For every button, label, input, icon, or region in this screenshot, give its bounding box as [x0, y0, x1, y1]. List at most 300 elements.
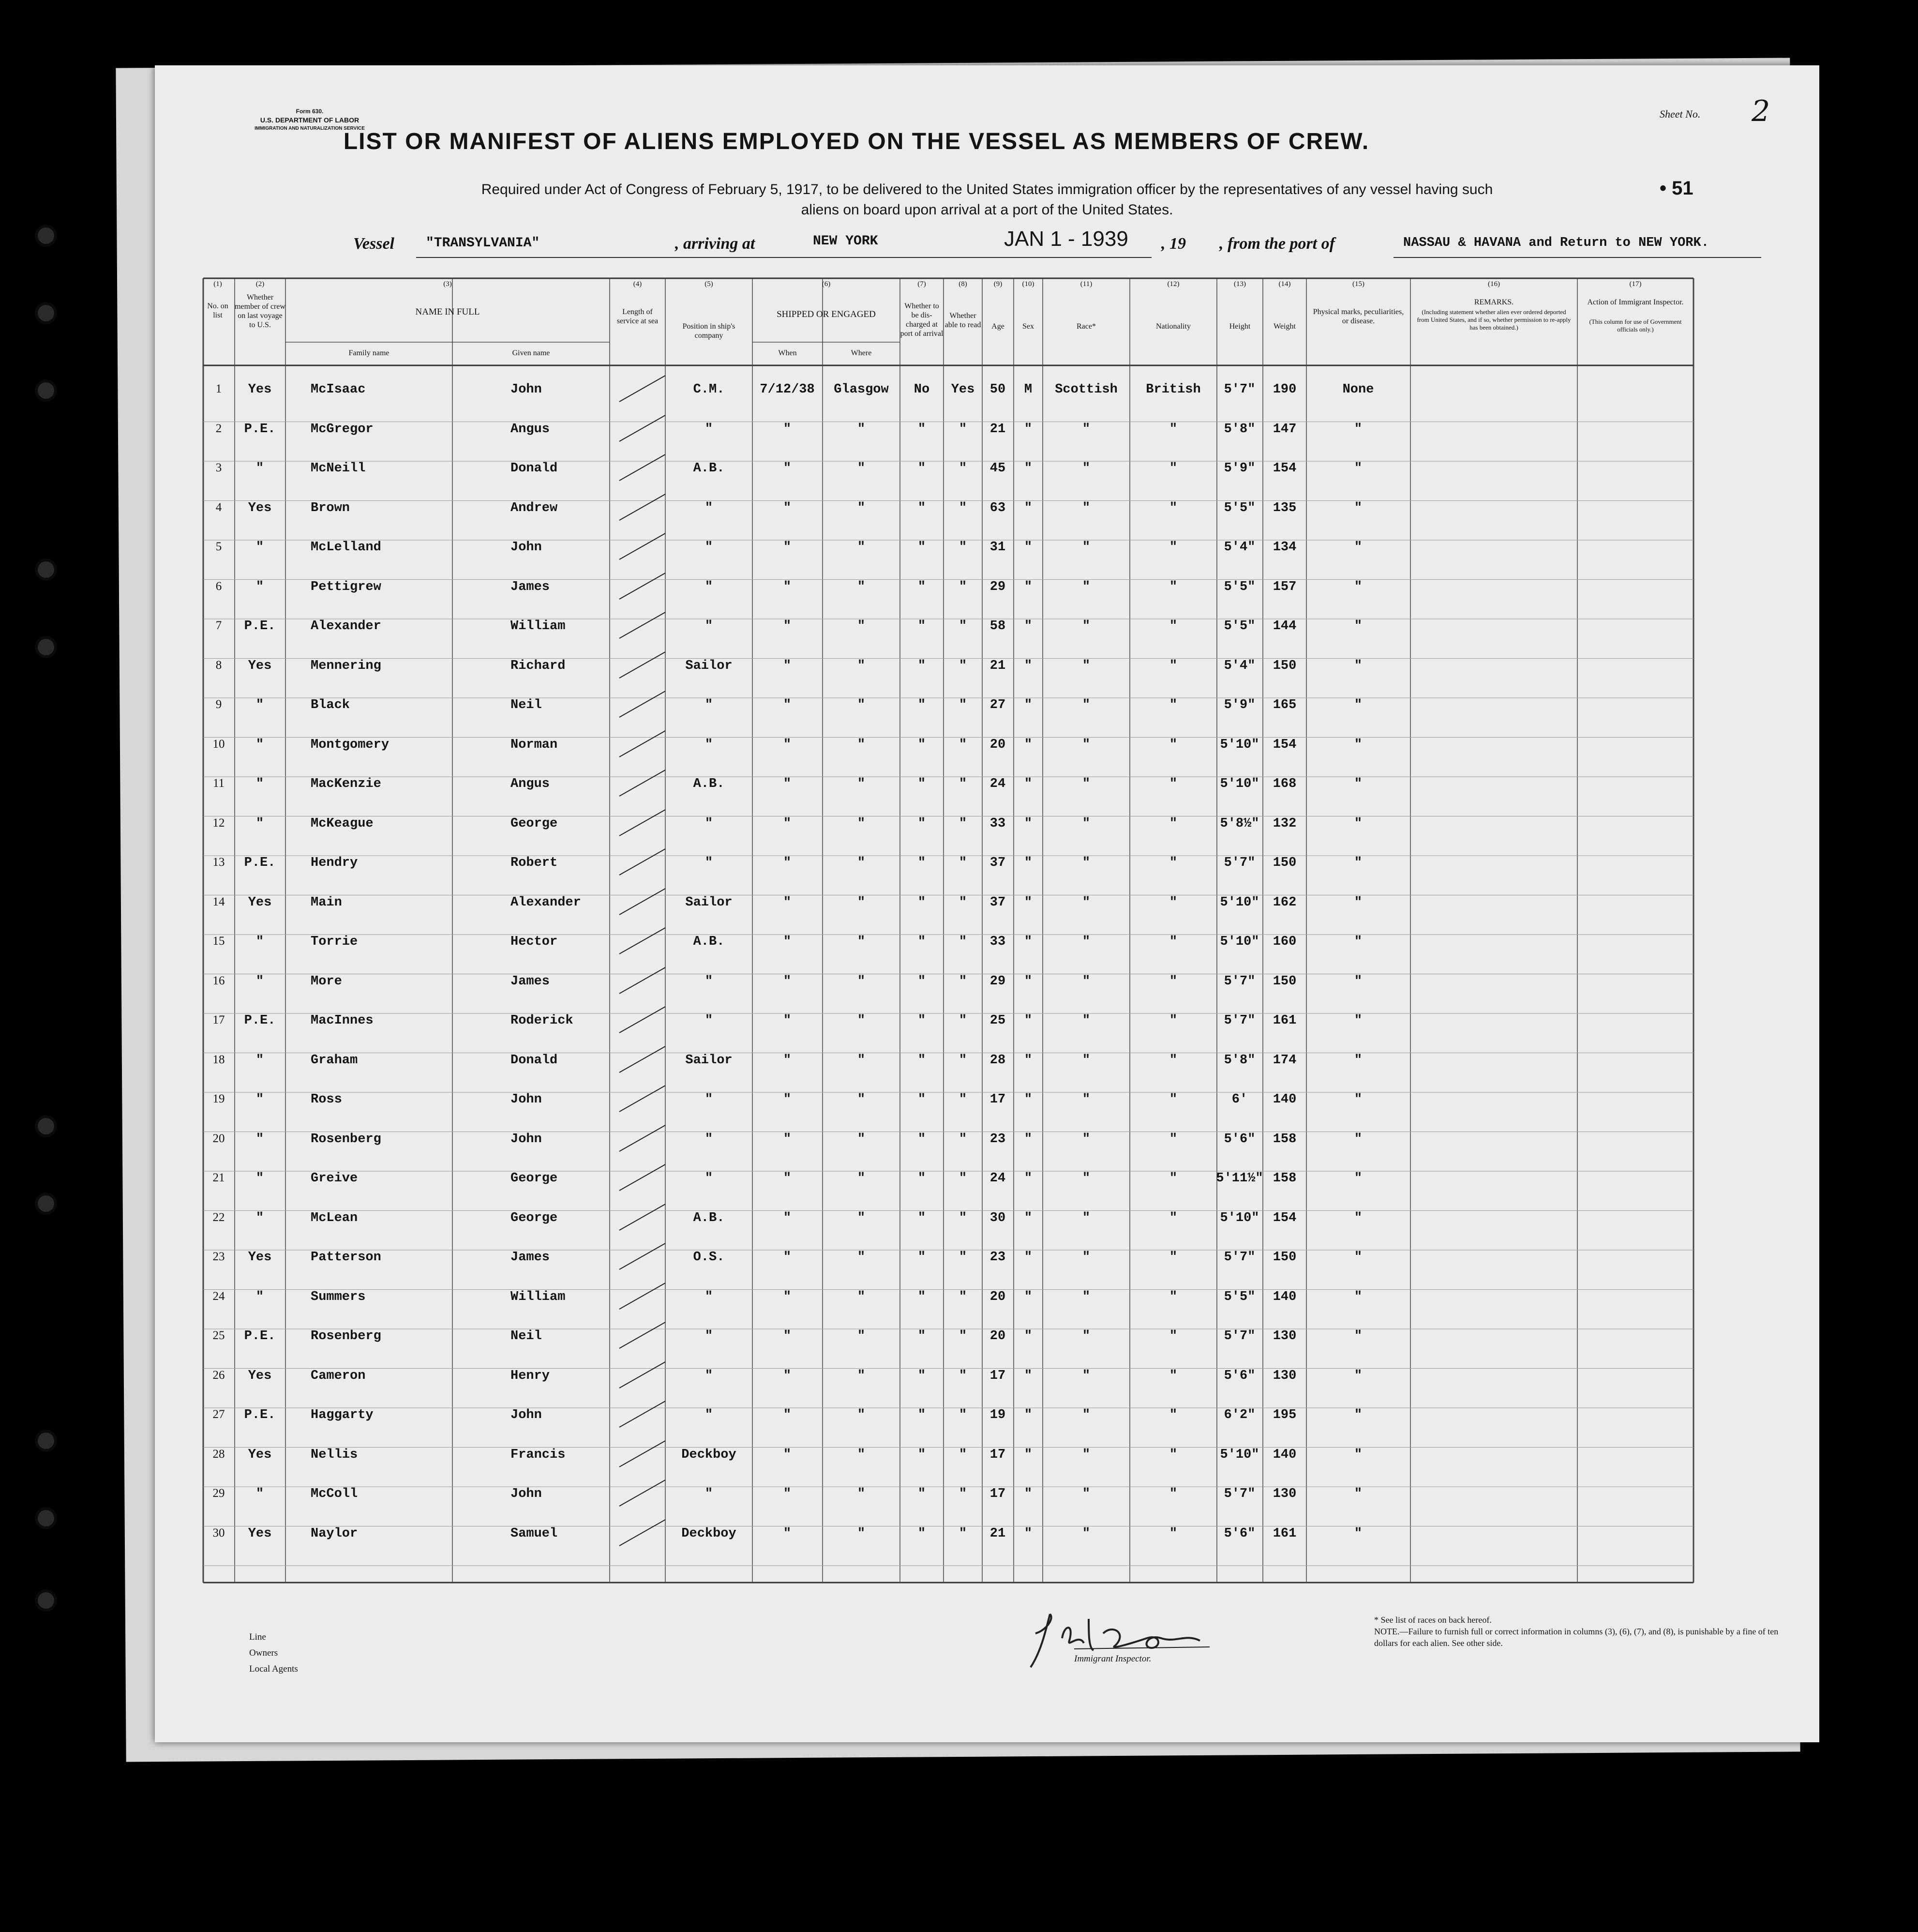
- cell-pos: Deckboy: [681, 1447, 736, 1462]
- cell-marks: ": [1354, 1092, 1363, 1107]
- cell-given: John: [510, 1092, 542, 1107]
- cell-no: 26: [212, 1368, 225, 1382]
- cell-race: ": [1082, 1053, 1091, 1068]
- cell-marks: ": [1354, 1447, 1363, 1462]
- cell-read: ": [959, 658, 967, 673]
- binder-hole: [38, 639, 54, 655]
- cell-when: ": [783, 1408, 792, 1422]
- cell-where: ": [857, 540, 866, 555]
- cell-when: ": [783, 935, 792, 949]
- cell-sex: ": [1024, 1092, 1033, 1107]
- cell-no: 25: [212, 1329, 225, 1342]
- cell-sex: ": [1024, 895, 1033, 910]
- cell-pos: Sailor: [685, 895, 733, 910]
- underline: [1394, 257, 1761, 258]
- cell-when: ": [783, 1487, 792, 1501]
- cell-prev: Yes: [248, 382, 272, 397]
- cell-no: 12: [212, 816, 225, 830]
- col-11-header: Race*: [1077, 322, 1096, 331]
- service-slash-mark: [617, 727, 670, 761]
- cell-race: ": [1082, 619, 1091, 634]
- cell-where: ": [857, 974, 866, 989]
- cell-marks: ": [1354, 777, 1363, 791]
- cell-marks: ": [1354, 1289, 1363, 1304]
- cell-prev: ": [255, 737, 264, 752]
- cell-when: ": [783, 1053, 792, 1068]
- cell-read: ": [959, 1171, 967, 1186]
- cell-where: ": [857, 737, 866, 752]
- binder-hole: [38, 1433, 54, 1449]
- service-slash-mark: [617, 569, 670, 603]
- from-label: , from the port of: [1219, 235, 1335, 253]
- cell-read: ": [959, 579, 967, 594]
- cell-marks: ": [1354, 1408, 1363, 1422]
- cell-nat: ": [1169, 895, 1178, 910]
- cell-age: 29: [989, 974, 1006, 989]
- cell-height: 5'7": [1224, 1329, 1256, 1343]
- cell-prev: P.E.: [244, 619, 276, 634]
- cell-age: 21: [989, 1526, 1006, 1541]
- cell-family: McIsaac: [311, 382, 366, 397]
- cell-family: Greive: [311, 1171, 358, 1186]
- cell-pos: ": [704, 1329, 713, 1343]
- cell-marks: ": [1354, 1171, 1363, 1186]
- cell-given: Donald: [510, 461, 558, 476]
- cell-age: 17: [989, 1368, 1006, 1383]
- cell-sex: M: [1024, 382, 1033, 397]
- cell-age: 33: [989, 816, 1006, 831]
- cell-pos: ": [704, 698, 713, 712]
- cell-pos: ": [704, 579, 713, 594]
- cell-when: ": [783, 974, 792, 989]
- service-slash-mark: [617, 845, 670, 879]
- cell-weight: 140: [1273, 1447, 1297, 1462]
- cell-pos: ": [704, 540, 713, 555]
- service-slash-mark: [617, 1358, 670, 1392]
- cell-disch: ": [917, 1053, 926, 1068]
- cell-given: Francis: [510, 1447, 566, 1462]
- cell-disch: ": [917, 1250, 926, 1265]
- cell-when: ": [783, 777, 792, 791]
- cell-read: ": [959, 895, 967, 910]
- cell-given: William: [510, 619, 566, 634]
- col-16-header: REMARKS.: [1474, 298, 1514, 306]
- cell-age: 33: [989, 935, 1006, 949]
- cell-weight: 150: [1273, 1250, 1297, 1265]
- cell-pos: Sailor: [685, 1053, 733, 1068]
- cell-marks: ": [1354, 1487, 1363, 1501]
- cell-pos: ": [704, 500, 713, 515]
- service-slash-mark: [617, 1121, 670, 1155]
- col-10-number: (10): [1022, 280, 1034, 288]
- cell-prev: ": [255, 1289, 264, 1304]
- cell-where: ": [857, 1250, 866, 1265]
- cell-given: John: [510, 1487, 542, 1501]
- cell-given: William: [510, 1289, 566, 1304]
- cell-race: ": [1082, 737, 1091, 752]
- cell-marks: ": [1354, 1329, 1363, 1343]
- cell-read: ": [959, 737, 967, 752]
- cell-sex: ": [1024, 1487, 1033, 1501]
- cell-given: John: [510, 382, 542, 397]
- cell-given: John: [510, 540, 542, 555]
- col-14-header: Weight: [1274, 322, 1296, 331]
- cell-sex: ": [1024, 816, 1033, 831]
- vessel-line: [155, 227, 1819, 259]
- cell-family: Patterson: [311, 1250, 381, 1265]
- cell-age: 21: [989, 422, 1006, 437]
- cell-no: 14: [212, 895, 225, 908]
- cell-read: ": [959, 461, 967, 476]
- cell-sex: ": [1024, 1289, 1033, 1304]
- cell-when: ": [783, 1250, 792, 1265]
- cell-prev: Yes: [248, 500, 272, 515]
- cell-pos: A.B.: [693, 935, 725, 949]
- col-2-header: Whether member of crew on last voyage to U.S.: [235, 293, 285, 329]
- col-8-number: (8): [959, 280, 967, 288]
- footnote: [1374, 1614, 1785, 1649]
- cell-read: ": [959, 1289, 967, 1304]
- cell-age: 27: [989, 698, 1006, 712]
- cell-prev: ": [255, 1171, 264, 1186]
- cell-pos: ": [704, 422, 713, 437]
- cell-family: McKeague: [311, 816, 374, 831]
- cell-no: 10: [212, 737, 225, 751]
- cell-nat: ": [1169, 422, 1178, 437]
- cell-where: ": [857, 619, 866, 634]
- cell-disch: ": [917, 1289, 926, 1304]
- cell-nat: ": [1169, 1487, 1178, 1501]
- cell-disch: ": [917, 1487, 926, 1501]
- cell-age: 30: [989, 1210, 1006, 1225]
- cell-given: Angus: [510, 777, 550, 791]
- col-6b-header: Where: [851, 349, 872, 357]
- cell-when: ": [783, 1447, 792, 1462]
- cell-height: 5'5": [1224, 579, 1256, 594]
- cell-nat: ": [1169, 1526, 1178, 1541]
- cell-where: ": [857, 1526, 866, 1541]
- cell-family: Rosenberg: [311, 1329, 381, 1343]
- cell-when: ": [783, 1289, 792, 1304]
- cell-disch: ": [917, 579, 926, 594]
- cell-weight: 168: [1273, 777, 1297, 791]
- cell-sex: ": [1024, 856, 1033, 870]
- binder-hole: [38, 1118, 54, 1134]
- cell-nat: ": [1169, 698, 1178, 712]
- cell-height: 5'5": [1224, 619, 1256, 634]
- cell-no: 28: [212, 1447, 225, 1461]
- cell-where: ": [857, 816, 866, 831]
- cell-marks: ": [1354, 422, 1363, 437]
- cell-read: ": [959, 1210, 967, 1225]
- cell-prev: ": [255, 816, 264, 831]
- cell-sex: ": [1024, 461, 1033, 476]
- cell-given: Andrew: [510, 500, 558, 515]
- cell-read: ": [959, 856, 967, 870]
- col-7-number: (7): [917, 280, 926, 288]
- cell-pos: ": [704, 1171, 713, 1186]
- service-slash-mark: [617, 1397, 670, 1431]
- cell-race: ": [1082, 1013, 1091, 1028]
- cell-sex: ": [1024, 1408, 1033, 1422]
- cell-nat: ": [1169, 540, 1178, 555]
- cell-given: Neil: [510, 1329, 542, 1343]
- cell-weight: 154: [1273, 1210, 1297, 1225]
- cell-race: ": [1082, 500, 1091, 515]
- cell-read: ": [959, 1250, 967, 1265]
- binder-hole: [38, 1592, 54, 1609]
- cell-prev: Yes: [248, 1250, 272, 1265]
- binder-hole: [38, 382, 54, 399]
- cell-age: 19: [989, 1408, 1006, 1422]
- col-3-header: NAME IN FULL: [415, 307, 480, 317]
- page-title: LIST OR MANIFEST OF ALIENS EMPLOYED ON THE VESSEL AS MEMBERS OF CREW.: [343, 129, 1370, 154]
- cell-race: ": [1082, 658, 1091, 673]
- service-slash-mark: [617, 1239, 670, 1273]
- owners-label: Owners: [249, 1648, 278, 1658]
- cell-nat: ": [1169, 658, 1178, 673]
- cell-where: ": [857, 1171, 866, 1186]
- cell-race: ": [1082, 1447, 1091, 1462]
- cell-weight: 132: [1273, 816, 1297, 831]
- cell-age: 25: [989, 1013, 1006, 1028]
- cell-height: 5'5": [1224, 500, 1256, 515]
- service-slash-mark: [617, 372, 670, 406]
- binder-hole: [38, 561, 54, 578]
- cell-height: 6': [1231, 1092, 1248, 1107]
- cell-weight: 154: [1273, 737, 1297, 752]
- cell-marks: ": [1354, 1210, 1363, 1225]
- cell-height: 5'9": [1224, 461, 1256, 476]
- cell-height: 5'5": [1224, 1289, 1256, 1304]
- cell-sex: ": [1024, 540, 1033, 555]
- col-6-header: SHIPPED OR ENGAGED: [777, 309, 876, 319]
- cell-prev: ": [255, 935, 264, 949]
- cell-prev: Yes: [248, 1368, 272, 1383]
- list-number: • 51: [1660, 178, 1693, 199]
- local-agents-label: Local Agents: [249, 1664, 298, 1674]
- service-name: IMMIGRATION AND NATURALIZATION SERVICE: [255, 126, 365, 131]
- cell-height: 5'10": [1220, 895, 1259, 910]
- cell-nat: ": [1169, 1171, 1178, 1186]
- service-slash-mark: [617, 964, 670, 997]
- cell-marks: ": [1354, 1250, 1363, 1265]
- cell-nat: ": [1169, 816, 1178, 831]
- cell-no: 8: [215, 658, 222, 672]
- cell-race: ": [1082, 935, 1091, 949]
- cell-pos: A.B.: [693, 777, 725, 791]
- cell-age: 37: [989, 856, 1006, 870]
- cell-no: 22: [212, 1210, 225, 1224]
- cell-family: Black: [311, 698, 350, 712]
- cell-read: ": [959, 1053, 967, 1068]
- cell-where: ": [857, 422, 866, 437]
- cell-nat: ": [1169, 1013, 1178, 1028]
- col-13-header: Height: [1229, 322, 1251, 331]
- cell-when: ": [783, 579, 792, 594]
- cell-no: 19: [212, 1092, 225, 1105]
- cell-disch: ": [917, 1013, 926, 1028]
- cell-family: Main: [311, 895, 342, 910]
- cell-where: ": [857, 1013, 866, 1028]
- cell-age: 20: [989, 1289, 1006, 1304]
- cell-read: ": [959, 816, 967, 831]
- cell-pos: ": [704, 1408, 713, 1422]
- cell-disch: ": [917, 1132, 926, 1147]
- year-label: , 19: [1161, 235, 1186, 253]
- cell-where: ": [857, 935, 866, 949]
- col-5-number: (5): [704, 280, 713, 288]
- cell-marks: ": [1354, 619, 1363, 634]
- cell-prev: ": [255, 1053, 264, 1068]
- service-slash-mark: [617, 1318, 670, 1352]
- col-17-subheader: (This column for use of Government officials only.): [1589, 318, 1682, 333]
- cell-disch: ": [917, 856, 926, 870]
- cell-where: ": [857, 1210, 866, 1225]
- col-9-number: (9): [993, 280, 1003, 288]
- cell-weight: 130: [1273, 1368, 1297, 1383]
- cell-where: ": [857, 895, 866, 910]
- cell-age: 21: [989, 658, 1006, 673]
- cell-prev: P.E.: [244, 1329, 276, 1343]
- cell-age: 28: [989, 1053, 1006, 1068]
- cell-height: 5'6": [1224, 1368, 1256, 1383]
- cell-no: 16: [212, 974, 225, 987]
- cell-read: ": [959, 1092, 967, 1107]
- cell-when: ": [783, 422, 792, 437]
- cell-prev: ": [255, 974, 264, 989]
- cell-disch: ": [917, 1408, 926, 1422]
- cell-when: ": [783, 1329, 792, 1343]
- cell-race: ": [1082, 461, 1091, 476]
- cell-read: ": [959, 422, 967, 437]
- cell-race: ": [1082, 895, 1091, 910]
- binder-hole: [38, 1195, 54, 1212]
- cell-weight: 162: [1273, 895, 1297, 910]
- cell-no: 13: [212, 856, 225, 869]
- cell-race: ": [1082, 1526, 1091, 1541]
- cell-disch: ": [917, 777, 926, 791]
- cell-height: 5'10": [1220, 1447, 1259, 1462]
- cell-when: ": [783, 1132, 792, 1147]
- cell-given: Alexander: [510, 895, 581, 910]
- service-slash-mark: [617, 1161, 670, 1194]
- cell-read: ": [959, 540, 967, 555]
- cell-family: Nellis: [311, 1447, 358, 1462]
- cell-no: 4: [215, 500, 222, 514]
- binder-hole: [38, 227, 54, 244]
- cell-weight: 195: [1273, 1408, 1297, 1422]
- service-slash-mark: [617, 529, 670, 563]
- cell-family: McColl: [311, 1487, 358, 1501]
- cell-height: 5'10": [1220, 777, 1259, 791]
- cell-marks: None: [1342, 382, 1374, 397]
- cell-where: ": [857, 658, 866, 673]
- cell-given: Angus: [510, 422, 550, 437]
- cell-family: Summers: [311, 1289, 366, 1304]
- col-14-number: (14): [1278, 280, 1291, 288]
- cell-when: ": [783, 698, 792, 712]
- cell-disch: ": [917, 1526, 926, 1541]
- date-stamp: JAN 1 - 1939: [1004, 227, 1128, 251]
- cell-nat: ": [1169, 579, 1178, 594]
- cell-pos: ": [704, 1132, 713, 1147]
- cell-where: ": [857, 500, 866, 515]
- cell-given: Robert: [510, 856, 558, 870]
- cell-family: Torrie: [311, 935, 358, 949]
- cell-race: ": [1082, 974, 1091, 989]
- cell-pos: ": [704, 1368, 713, 1383]
- col-3b-header: Given name: [512, 349, 550, 357]
- cell-height: 5'6": [1224, 1132, 1256, 1147]
- from-port: NASSAU & HAVANA and Return to NEW YORK.: [1403, 236, 1709, 250]
- cell-given: John: [510, 1132, 542, 1147]
- cell-no: 30: [212, 1526, 225, 1540]
- cell-weight: 158: [1273, 1171, 1297, 1186]
- cell-no: 23: [212, 1250, 225, 1263]
- service-slash-mark: [617, 766, 670, 800]
- cell-pos: ": [704, 974, 713, 989]
- cell-race: ": [1082, 1368, 1091, 1383]
- cell-marks: ": [1354, 856, 1363, 870]
- cell-pos: ": [704, 619, 713, 634]
- cell-age: 45: [989, 461, 1006, 476]
- form-number: Form 630.: [296, 108, 324, 115]
- cell-marks: ": [1354, 816, 1363, 831]
- cell-nat: ": [1169, 737, 1178, 752]
- service-slash-mark: [617, 885, 670, 919]
- cell-height: 5'10": [1220, 935, 1259, 949]
- col-6a-header: When: [778, 349, 797, 357]
- cell-marks: ": [1354, 1368, 1363, 1383]
- cell-sex: ": [1024, 1210, 1033, 1225]
- cell-nat: ": [1169, 1447, 1178, 1462]
- col-16-number: (16): [1488, 280, 1500, 288]
- cell-family: Graham: [311, 1053, 358, 1068]
- cell-weight: 134: [1273, 540, 1297, 555]
- cell-sex: ": [1024, 698, 1033, 712]
- cell-when: ": [783, 1092, 792, 1107]
- cell-nat: ": [1169, 777, 1178, 791]
- cell-weight: 157: [1273, 579, 1297, 594]
- requirement-text: [334, 180, 1640, 220]
- cell-read: ": [959, 935, 967, 949]
- cell-weight: 150: [1273, 856, 1297, 870]
- cell-where: ": [857, 461, 866, 476]
- cell-height: 5'11½": [1216, 1171, 1263, 1186]
- cell-read: Yes: [951, 382, 975, 397]
- service-slash-mark: [617, 608, 670, 642]
- cell-weight: 161: [1273, 1013, 1297, 1028]
- cell-where: ": [857, 1329, 866, 1343]
- cell-read: ": [959, 1368, 967, 1383]
- cell-when: ": [783, 658, 792, 673]
- cell-where: ": [857, 1408, 866, 1422]
- cell-family: Hendry: [311, 856, 358, 870]
- cell-age: 23: [989, 1132, 1006, 1147]
- footnote-penalty: NOTE.—Failure to furnish full or correct information in columns (3), (6), (7), and (8), is punishable by a fine of ten dollars for each alien. See other side.: [1374, 1627, 1779, 1648]
- cell-age: 24: [989, 1171, 1006, 1186]
- cell-when: ": [783, 895, 792, 910]
- cell-read: ": [959, 698, 967, 712]
- cell-sex: ": [1024, 1132, 1033, 1147]
- col-12-number: (12): [1167, 280, 1180, 288]
- cell-height: 5'7": [1224, 856, 1256, 870]
- cell-where: Glasgow: [834, 382, 889, 397]
- cell-family: Mennering: [311, 658, 381, 673]
- cell-where: ": [857, 698, 866, 712]
- cell-given: George: [510, 816, 558, 831]
